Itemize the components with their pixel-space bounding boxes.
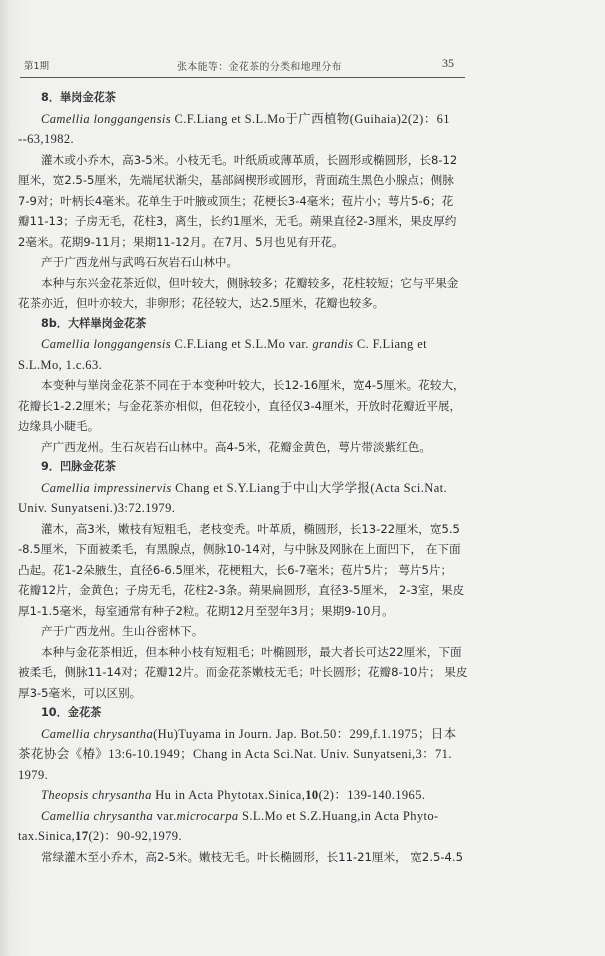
variety-name: microcarpa (176, 808, 239, 823)
citation-text: C.F.Liang et S.L.Mo于广西植物(Guihaia)2(2)：61 (170, 111, 450, 126)
distribution-line: 产广西龙州。生石灰岩石山林中。高4-5米，花瓣金黄色，萼片带淡紫红色。 (41, 439, 431, 454)
species-name: Camellia chrysantha (41, 808, 154, 823)
citation-text: (2)：90-92,1979. (88, 829, 182, 843)
header-rule (20, 77, 465, 78)
running-title: 张本能等：金花茶的分类和地理分布 (177, 62, 342, 73)
description-line: 边缘具小睫毛。 (18, 419, 100, 433)
section-heading: 8b．大样崋岗金花茶 (41, 316, 147, 330)
synonym-line (18, 826, 458, 847)
citation-line (18, 478, 458, 499)
citation-text: Hu in Acta Phytotax.Sinica, (151, 788, 306, 802)
synonym-line (18, 785, 458, 806)
species-name: Camellia impressinervis (41, 480, 172, 495)
distribution-line: 产于广西龙州。生山谷密林下。 (41, 624, 204, 638)
citation-line (18, 744, 458, 765)
citation-line (18, 109, 458, 130)
volume-number: 17 (75, 829, 89, 843)
notes-line: 本种与东兴金花茶近似，但叶较大，侧脉较多；花瓣较多，花柱较短；它与平果金 (41, 275, 459, 290)
description-line: -8.5厘米，下面被柔毛，有黑腺点，侧脉10-14对，与中脉及网脉在上面凹下， 在下面 (18, 542, 461, 556)
description-line: 花瓣长1-2.2厘米；与金花茶亦相似，但花较小，直径仅3-4厘米，开放时花瓣近平展， (18, 398, 462, 413)
description-line: 2毫米。花期9-11月；果期11-12月。在7月、5月也见有开花。 (18, 234, 344, 249)
species-name: Camellia longgangensis (41, 111, 171, 126)
notes-line: 本种与金花茶相近，但本种小枝有短粗毛；叶椭圆形，最大者长可达22厘米，下面 (41, 644, 462, 659)
volume-number: 10 (305, 788, 319, 802)
citation-line (18, 765, 458, 786)
citation-text: 1979. (18, 767, 49, 782)
description-line: 凸起。花1-2朵腋生，直径6-6.5厘米，花梗粗大，长6-7毫米；苞片5片； 萼片5片； (18, 562, 453, 577)
section-heading: 10．金花茶 (41, 706, 102, 719)
description-line: 厘米，宽2.5-5厘米，先端尾状渐尖，基部阔楔形或圆形，背面疏生黑色小腺点；侧脉 (18, 173, 454, 187)
citation-text: S.L.Mo et S.Z.Huang,in Acta Phyto- (238, 808, 439, 823)
citation-line (18, 724, 458, 745)
citation-line (18, 498, 458, 519)
species-name: Camellia chrysantha (41, 726, 154, 741)
notes-line: 被柔毛，侧脉11-14对；花瓣12片。而金花茶嫩枝无毛；叶长圆形；花瓣8-10片； 果皮 (18, 665, 468, 679)
citation-line (18, 334, 458, 355)
description-line: 常绿灌木至小乔木，高2-5米。嫩枝无毛。叶长椭圆形，长11-21厘米， 宽2.5-4.5 (41, 849, 463, 864)
citation-line (18, 355, 458, 376)
description-line: 灌木，高3米，嫩枝有短粗毛，老枝变秃。叶革质，椭圆形，长13-22厘米，宽5.5 (41, 521, 460, 536)
notes-line: 花茶亦近，但叶亦较大，非卵形；花径较大，达2.5厘米，花瓣也较多。 (18, 296, 385, 310)
citation-text: var. (153, 808, 177, 823)
article-body (18, 88, 468, 867)
description-line: 花瓣12片，金黄色；子房无毛，花柱2-3条。蒴果扁圆形，直径3-5厘米， 2-3室，果皮 (18, 583, 465, 597)
species-name: Theopsis chrysantha (41, 788, 152, 802)
variety-name: grandis (312, 337, 354, 351)
citation-text: Univ. Sunyatseni.)3:72.1979. (18, 501, 176, 515)
citation-text: 茶花协会《椿》13:6-10.1949；Chang in Acta Sci.Nat. Univ. Sunyatseni,3：71. (18, 747, 452, 761)
description-line: 瓣11-13；子房无毛，花柱3，离生，长约1厘米，无毛。蒴果直径2-3厘米，果皮厚约 (18, 214, 457, 228)
citation-text: C.F.Liang et S.L.Mo var. (170, 337, 313, 351)
distribution-line: 产于广西龙州与武鸣石灰岩石山林中。 (41, 255, 239, 269)
description-line: 本变种与崋岗金花茶不同在于本变种叶较大，长12-16厘米，宽4-5厘米。花较大， (41, 378, 465, 392)
section-heading: 8．崋岗金花茶 (41, 91, 116, 104)
species-name: Camellia longgangensis (41, 337, 171, 351)
page-number: 35 (442, 56, 454, 70)
section-heading: 9．凹脉金花茶 (41, 460, 116, 473)
citation-text: (2)：139-140.1965. (318, 788, 426, 802)
description-line: 灌木或小乔木，高3-5米。小枝无毛。叶纸质或薄革质，长圆形或椭圆形，长8-12 (41, 152, 458, 167)
citation-text: Chang et S.Y.Liang于中山大学学报(Acta Sci.Nat. (171, 480, 448, 495)
citation-text: C. F.Liang et (353, 337, 428, 351)
citation-text: --63,1982. (18, 132, 75, 146)
notes-line: 厚3-5毫米，可以区别。 (18, 685, 142, 700)
citation-line (18, 129, 458, 150)
citation-text: tax.Sinica, (18, 829, 76, 843)
issue-label: 第1期 (24, 61, 50, 72)
citation-text: (Hu)Tuyama in Journ. Jap. Bot.50：299,f.1.1975；日本 (153, 726, 457, 741)
description-line: 厚1-1.5毫米，每室通常有种子2粒。花期12月至翌年3月；果期9-10月。 (18, 603, 394, 618)
citation-text: S.L.Mo, 1.c.63. (18, 357, 103, 372)
synonym-line (18, 806, 458, 827)
description-line: 7-9对；叶柄长4毫米。花单生于叶腋或顶生；花梗长3-4毫米；苞片小；萼片5-6；花 (18, 193, 454, 208)
running-head (0, 56, 605, 72)
